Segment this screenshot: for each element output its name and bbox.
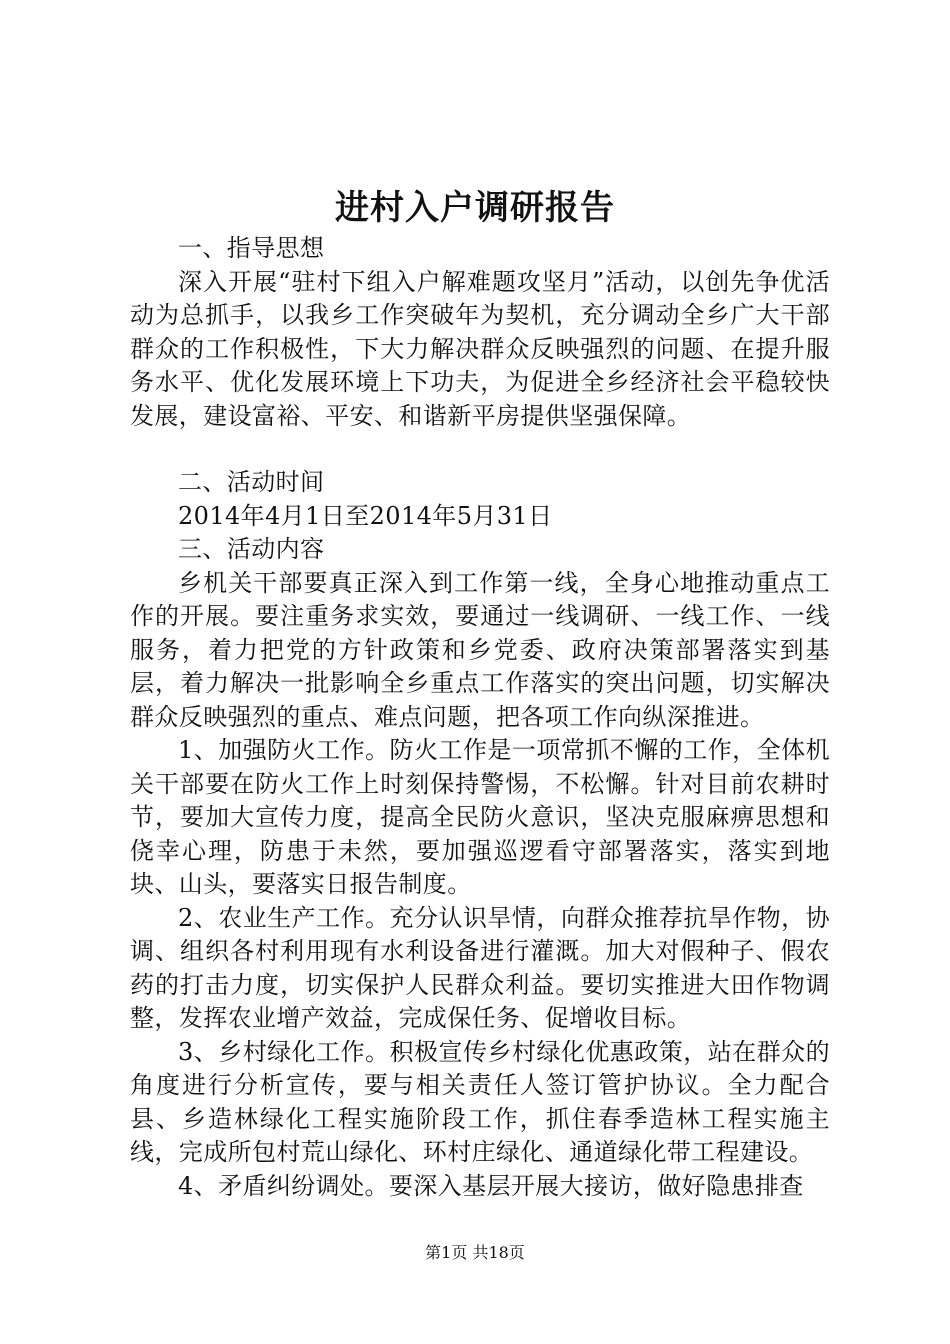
section-heading-activity-content: 三、活动内容 <box>178 535 325 563</box>
paragraph-item-greening: 3、乡村绿化工作。积极宣传乡村绿化优惠政策，站在群众的角度进行分析宣传，要与相关责任人签订管护协议。全力配合县、乡造林绿化工程实施阶段工作，抓住春季造林工程实施主线，完成所包村荒山绿化、环村庄绿化、通道绿化带工程建设。 <box>130 1037 830 1166</box>
paragraph-item-dispute-mediation: 4、矛盾纠纷调处。要深入基层开展大接访，做好隐患排查 <box>178 1171 804 1200</box>
paragraph-activity-content: 乡机关干部要真正深入到工作第一线，全身心地推动重点工作的开展。要注重务求实效，要通过一线调研、一线工作、一线服务，着力把党的方针政策和乡党委、政府决策部署落实到基层，着力解决一批影响全乡重点工作落实的突出问题，切实解决群众反映强烈的重点、难点问题，把各项工作向纵深推进。 <box>130 568 830 731</box>
paragraph-activity-time: 2014年4月1日至2014年5月31日 <box>178 501 553 530</box>
paragraph-item-fire-prevention: 1、加强防火工作。防火工作是一项常抓不懈的工作，全体机关干部要在防火工作上时刻保持警惕，不松懈。针对目前农耕时节，要加大宣传力度，提高全民防火意识，坚决克服麻痹思想和侥幸心理，防患于未然，要加强巡逻看守部署落实，落实到地块、山头，要落实日报告制度。 <box>130 736 830 898</box>
paragraph-item-agriculture: 2、农业生产工作。充分认识旱情，向群众推荐抗旱作物，协调、组织各村利用现有水利设备进行灌溉。加大对假种子、假农药的打击力度，切实保护人民群众利益。要切实推进大田作物调整，发挥农业增产效益，完成保任务、促增收目标。 <box>130 903 830 1032</box>
document-title: 进村入户调研报告 <box>335 188 615 228</box>
document-body <box>130 232 830 1203</box>
paragraph-spacer <box>130 433 830 466</box>
section-heading-guiding-thought: 一、指导思想 <box>178 234 325 262</box>
page-number-footer: 第1页 共18页 <box>425 1243 525 1262</box>
paragraph-guiding-thought: 深入开展“驻村下组入户解难题攻坚月”活动，以创先争优活动为总抓手，以我乡工作突破年为契机，充分调动全乡广大干部群众的工作积极性，下大力解决群众反映强烈的问题、在提升服务水平、优化发展环境上下功夫，为促进全乡经济社会平稳较快发展，建设富裕、平安、和谐新平房提供坚强保障。 <box>130 267 830 430</box>
section-heading-activity-time: 二、活动时间 <box>178 468 325 496</box>
